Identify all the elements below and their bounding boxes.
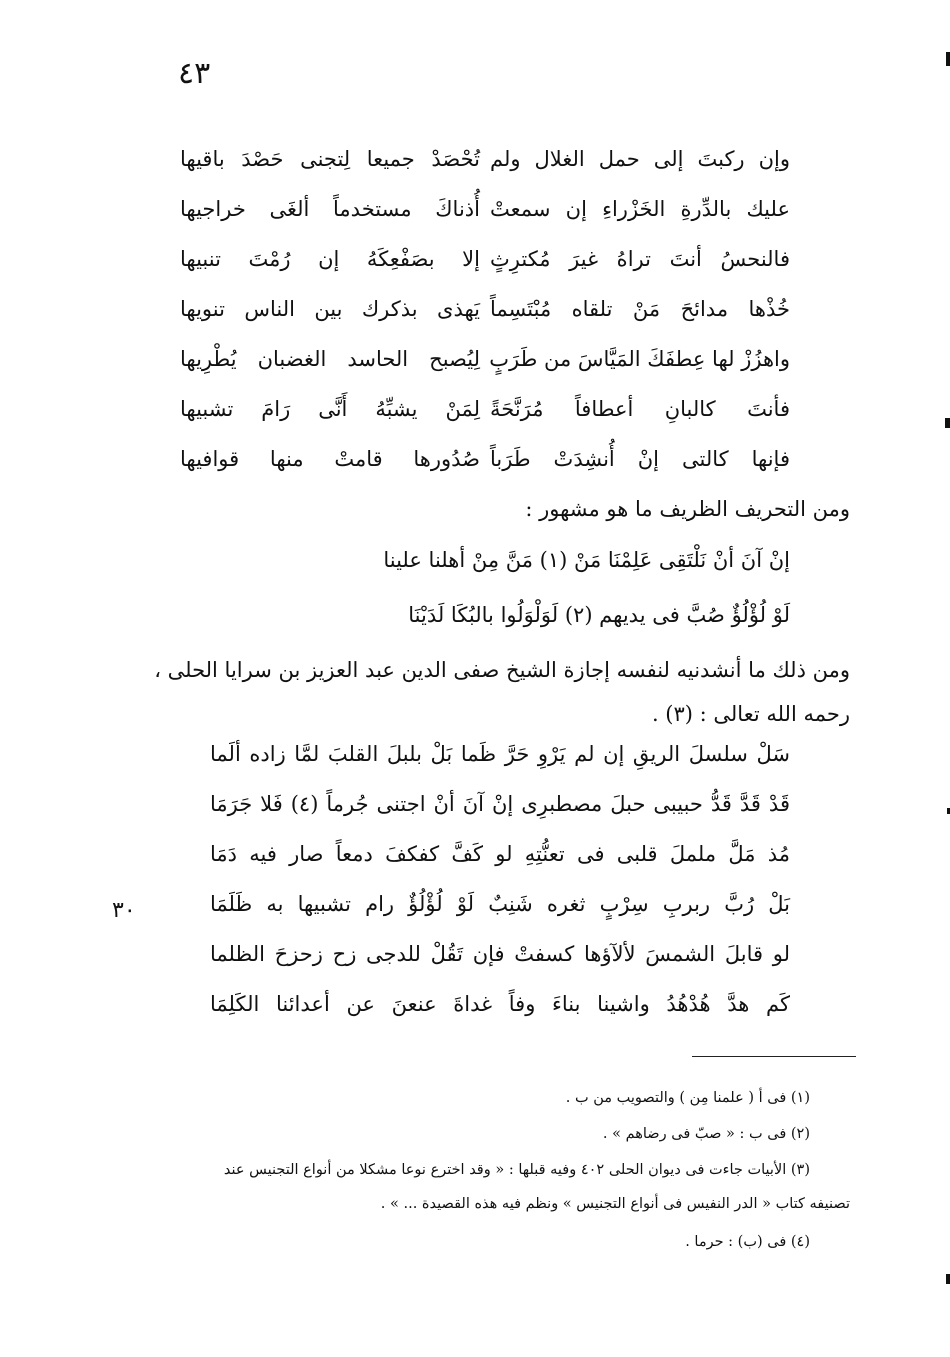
scan-edge-mark [945,418,950,428]
first-hemistich: فإنها كالتى إنْ أُنشِدَتْ طَرَباً [490,447,790,471]
footnote: (٢) فى ب : « صبّ فى رضاهم » . [602,1126,810,1142]
second-hemistich: إلا بصَفْعِكَهُ إن رُمْتَ تنبيها [180,247,480,271]
footnote: (٤) فى (ب) : حرما . [685,1234,810,1250]
verse-line: قَدْ قَدَّ قَدُّ حبيبى حبلَ مصطبرِى إنْ آنَ أنْ اجتنى جُرماً (٤) فَلا جَرَمَا [210,792,790,816]
verse-line: إنْ آنَ أنْ نَلْتَقِى عَلِمْنَا مَنْ (١) مَنَّ مِنْ أهلنا علينا [383,548,790,572]
verse-line: سَلْ سلسلَ الريقِ إن لم يَرْوِ حَرَّ ظَما بَلْ بلبلَ القلبَ لمَّا زاده ألَما [210,742,790,766]
paragraph-safi-al-din-cont: رحمه الله تعالى : (٣) . [651,702,850,726]
first-hemistich: عليك بالدِّرةِ الخَزْراءِ إن سمعتْ [490,197,790,221]
scan-edge-mark [946,52,950,66]
scan-edge-mark [946,1274,950,1284]
second-hemistich: أُذناكَ مستخدماً ألغَى خراجيها [180,197,480,221]
footnote: تصنيفه كتاب « الدر النفيس فى أنواع التجنيس » ونظم فيه هذه القصيدة ... » . [380,1196,850,1212]
couplet [180,334,790,384]
couplet [180,234,790,284]
second-hemistich: تُحْصَدْ جميعا لِتجنى حَصْدَ باقيها [180,147,480,171]
first-hemistich: وإن ركبتَ إلى حمل الغلال ولم [490,147,790,171]
first-hemistich: خُذْها مدائحَ مَنْ تلقاه مُبْتَسِماً [490,297,790,321]
verse-line: مُذ مَلَّ ململَ قلبى فى تعنُّتِهِ لو كَفَّ كفكفَ دمعاً صار فيه دَمَا [210,842,790,866]
couplet [180,284,790,334]
first-hemistich: فأنتَ كالبانِ أعطافاً مُرَنَّحَةً [490,397,790,421]
verse-line: لَوْ لُؤْلُؤٌ صُبَّ فى يديهم (٢) لَوَلْوَلُوا بالبُكَا لَدَيْنَا [408,603,790,627]
first-hemistich: فالنحسُ أنتَ تراهُ غيرَ مُكترِثٍ [490,247,790,271]
couplet [180,384,790,434]
footnote: (١) فى أ ( علمنا مِن ) والتصويب من ب . [565,1090,810,1106]
second-hemistich: لِمَنْ يشبِّهُ أَنَّى رَامَ تشبيها [180,397,480,421]
footnote: (٣) الأبيات جاءت فى ديوان الحلى ٤٠٢ وفيه قبلها : « وقد اخترع نوعا مشكلا من أنواع التجنيس عند [223,1162,810,1178]
first-hemistich: واهزُزْ لها عِطفَكَ المَيَّاسَ من طَرَبٍ [489,347,790,371]
second-hemistich: يَهذى بذكرك بين الناس تنويها [180,297,480,321]
verse-line: بَلْ رُبَّ ربربِ سِرْبٍ ثغره شَنِبٌ لَوْ لُؤْلُؤٌ رام تشبيها به ظَلَمَا [210,892,790,916]
second-hemistich: لِيُصبح الحاسد الغضبان يُطْرِيها [180,347,480,371]
couplet [180,184,790,234]
page-number: ٤٣ [178,56,211,91]
couplet [180,434,790,484]
couplet [180,134,790,184]
line-number-marker: ٣٠ [112,898,136,923]
second-hemistich: صُدُورها قامتْ منها قوافيها [180,447,480,471]
paragraph-tahrif: ومن التحريف الظريف ما هو مشهور : [525,497,850,521]
footnote-separator [692,1056,856,1057]
verse-line: كَم هدَّ هُدْهُدُ واشينا بناءَ وفاً غداةَ عنعنَ عن أعدائنا الكَلِمَا [210,992,790,1016]
poem-block-1 [180,134,790,484]
paragraph-safi-al-din: ومن ذلك ما أنشدنيه لنفسه إجازة الشيخ صفى الدين عبد العزيز بن سرايا الحلى ، [154,658,850,682]
verse-line: لو قابلَ الشمسَ لألآؤها كسفتْ فإن تَقُلْ للدجى زح زحزحَ الظلما [210,942,790,966]
